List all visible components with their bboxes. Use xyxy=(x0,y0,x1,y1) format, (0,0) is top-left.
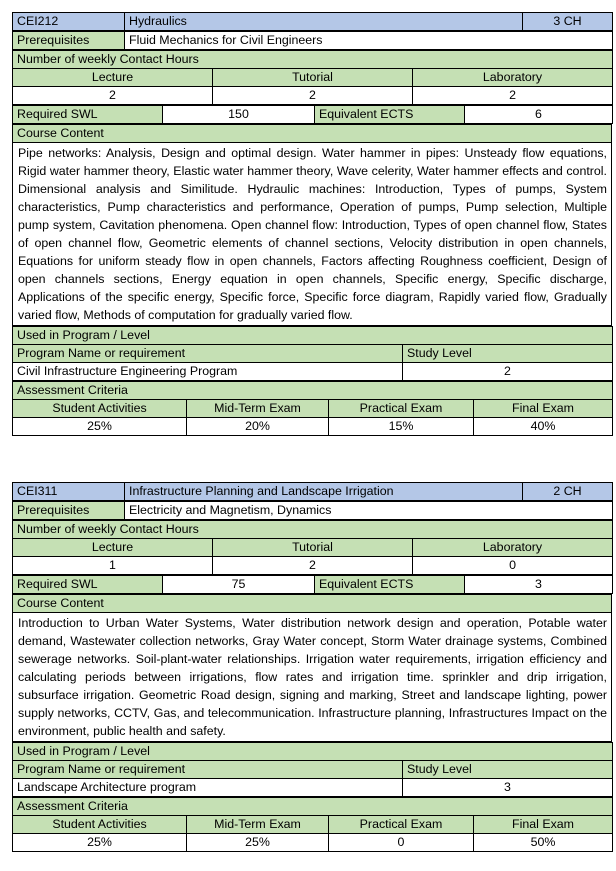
lecture-hours: 2 xyxy=(13,87,213,105)
used-in-label: Used in Program / Level xyxy=(13,743,613,761)
course-card-cei212 xyxy=(12,12,612,436)
prerequisites-label: Prerequisites xyxy=(13,32,125,50)
program-table xyxy=(12,326,613,381)
student-activities-label: Student Activities xyxy=(13,816,187,834)
course-code: CEI212 xyxy=(13,13,125,31)
midterm-label: Mid-Term Exam xyxy=(187,816,329,834)
tutorial-hours: 2 xyxy=(213,87,413,105)
swl-label: Required SWL xyxy=(13,576,163,594)
course-content-label: Course Content xyxy=(13,595,612,613)
student-activities-value: 25% xyxy=(13,834,187,852)
prerequisites-value: Electricity and Magnetism, Dynamics xyxy=(125,502,613,520)
credit-hours: 2 CH xyxy=(523,483,613,501)
swl-label: Required SWL xyxy=(13,106,163,124)
prerequisites-table xyxy=(12,501,613,520)
student-activities-label: Student Activities xyxy=(13,400,187,418)
tutorial-label: Tutorial xyxy=(213,539,413,557)
laboratory-hours: 0 xyxy=(413,557,613,575)
lecture-label: Lecture xyxy=(13,539,213,557)
ects-value: 3 xyxy=(465,576,613,594)
course-code: CEI311 xyxy=(13,483,125,501)
final-label: Final Exam xyxy=(474,816,613,834)
study-level-value: 2 xyxy=(403,363,613,381)
course-title: Infrastructure Planning and Landscape Irrigation xyxy=(125,483,523,501)
final-value: 50% xyxy=(474,834,613,852)
study-level-label: Study Level xyxy=(403,345,613,363)
laboratory-label: Laboratory xyxy=(413,69,613,87)
course-title: Hydraulics xyxy=(125,13,523,31)
course-header-table xyxy=(12,12,613,31)
course-card-cei311 xyxy=(12,482,612,852)
workload-table xyxy=(12,105,613,124)
final-value: 40% xyxy=(474,418,613,436)
lecture-hours: 1 xyxy=(13,557,213,575)
prerequisites-value: Fluid Mechanics for Civil Engineers xyxy=(125,32,613,50)
course-content-table xyxy=(12,124,612,326)
assessment-table xyxy=(12,797,613,852)
workload-table xyxy=(12,575,613,594)
study-level-value: 3 xyxy=(403,779,613,797)
program-name-label: Program Name or requirement xyxy=(13,345,403,363)
practical-label: Practical Exam xyxy=(329,400,474,418)
course-content-text: Pipe networks: Analysis, Design and optimal design. Water hammer in pipes: Unsteady flow equations, Rigid water hammer theory, Elastic water hammer theory, Wave celerity, Water hammer effects and control. Dimensional analysis and Similitude. Hydraulic machines: Introduction, Types of pumps, System characteristics, Pump characteristics and performance, Operation of pumps, Pump selection, Multiple pump system, Cavitation phenomena. Open channel flow: Introduction, Types of open channel flow, States of open channel flow, Geometric elements of channel sections, Velocity distribution in open channels, Equations for uniform steady flow in open channels, Factors affecting Roughness coefficient, Design of open channels sections, Energy equation in open channels, Specific energy, Specific discharge, Applications of the specific energy, Specific force, Specific force diagram, Rapidly varied flow, Gradually varied flow, Methods of computation for gradually varied flow. xyxy=(13,143,612,326)
credit-hours: 3 CH xyxy=(523,13,613,31)
tutorial-hours: 2 xyxy=(213,557,413,575)
course-content-table xyxy=(12,594,612,742)
contact-hours-table xyxy=(12,50,613,105)
used-in-label: Used in Program / Level xyxy=(13,327,613,345)
course-header-table xyxy=(12,482,613,501)
weekly-hours-label: Number of weekly Contact Hours xyxy=(13,521,613,539)
lecture-label: Lecture xyxy=(13,69,213,87)
student-activities-value: 25% xyxy=(13,418,187,436)
laboratory-hours: 2 xyxy=(413,87,613,105)
midterm-value: 25% xyxy=(187,834,329,852)
prerequisites-label: Prerequisites xyxy=(13,502,125,520)
ects-value: 6 xyxy=(465,106,613,124)
program-name-label: Program Name or requirement xyxy=(13,761,403,779)
program-name-value: Civil Infrastructure Engineering Program xyxy=(13,363,403,381)
assessment-label: Assessment Criteria xyxy=(13,382,613,400)
program-name-value: Landscape Architecture program xyxy=(13,779,403,797)
midterm-label: Mid-Term Exam xyxy=(187,400,329,418)
ects-label: Equivalent ECTS xyxy=(315,576,465,594)
midterm-value: 20% xyxy=(187,418,329,436)
final-label: Final Exam xyxy=(474,400,613,418)
practical-label: Practical Exam xyxy=(329,816,474,834)
swl-value: 150 xyxy=(163,106,315,124)
weekly-hours-label: Number of weekly Contact Hours xyxy=(13,51,613,69)
ects-label: Equivalent ECTS xyxy=(315,106,465,124)
practical-value: 0 xyxy=(329,834,474,852)
assessment-label: Assessment Criteria xyxy=(13,798,613,816)
study-level-label: Study Level xyxy=(403,761,613,779)
assessment-table xyxy=(12,381,613,436)
contact-hours-table xyxy=(12,520,613,575)
tutorial-label: Tutorial xyxy=(213,69,413,87)
program-table xyxy=(12,742,613,797)
course-content-text: Introduction to Urban Water Systems, Water distribution network design and operation, Potable water demand, Wastewater collection networks, Gray Water concept, Storm Water drainage systems, Combined sewerage networks. Soil-plant-water relationships. Irrigation water requirements, irrigation efficiency and calculating periods between irrigations, flow rates and irrigation time. sprinkler and drip irrigation, subsurface irrigation. Geometric Road design, signing and marking, Street and landscape lighting, power supply networks, CCTV, Gas, and telecommunication. Infrastructure planning, Infrastructures Impact on the environment, public health and safety. xyxy=(13,613,612,742)
swl-value: 75 xyxy=(163,576,315,594)
practical-value: 15% xyxy=(329,418,474,436)
course-content-label: Course Content xyxy=(13,125,612,143)
laboratory-label: Laboratory xyxy=(413,539,613,557)
prerequisites-table xyxy=(12,31,613,50)
